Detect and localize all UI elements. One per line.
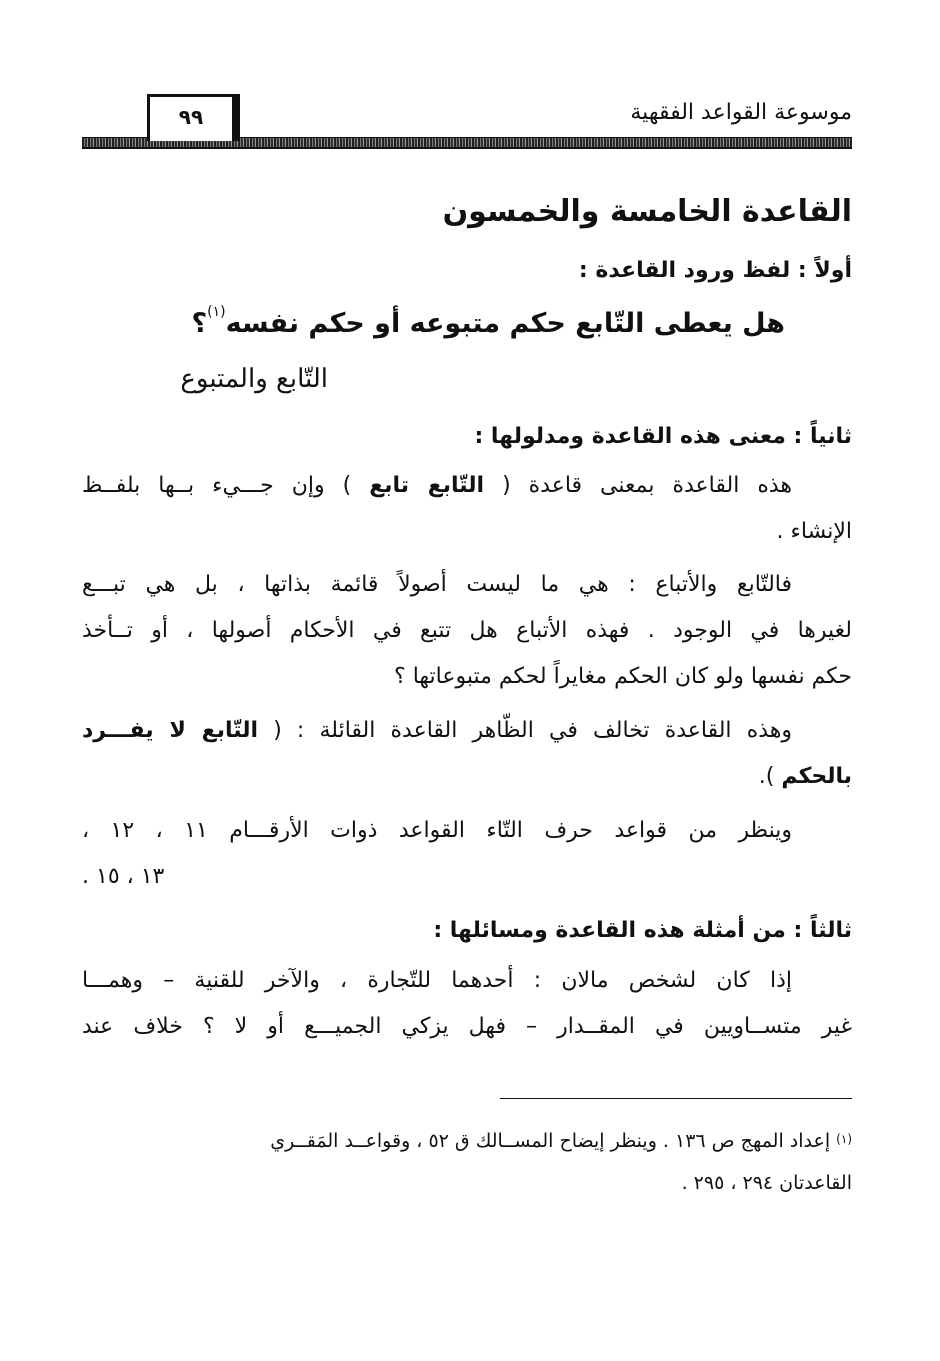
- page-number: ٩٩: [178, 105, 204, 129]
- text-run: هذه القاعدة بمعنى قاعدة (: [502, 473, 792, 498]
- bold-term: التّابع لا يفـــرد: [82, 718, 259, 743]
- footnote-reference: (١): [207, 304, 226, 320]
- paragraph-line: [82, 463, 852, 509]
- paragraph-line: ١٣ ، ١٥ .: [82, 864, 165, 889]
- footnote: [82, 1120, 852, 1204]
- paragraph-line: [82, 708, 852, 754]
- footnote-separator: [500, 1098, 852, 1099]
- section-3-paragraph-1: [82, 958, 852, 1050]
- rule-statement: [191, 304, 785, 339]
- paragraph-line: وينظر من قواعد حرف التّاء القواعد ذوات الأرقـــام ١١ ، ١٢ ،: [82, 818, 792, 843]
- paragraph-line: الإنشاء .: [776, 519, 852, 544]
- page-number-box: [147, 94, 235, 141]
- running-title: موسوعة القواعد الفقهية: [630, 100, 852, 125]
- paragraph-line: [82, 754, 852, 800]
- section-2-paragraph-1: [82, 463, 852, 555]
- rule-subtitle: التّابع والمتبوع: [180, 364, 328, 394]
- paragraph-line: حكم نفسها ولو كان الحكم مغايراً لحكم متبوعاتها ؟: [394, 664, 852, 689]
- text-run: ).: [758, 764, 775, 789]
- footnote-line: القاعدتان ٢٩٤ ، ٢٩٥ .: [681, 1172, 852, 1194]
- section-2-title: ثانياً : معنى هذه القاعدة ومدلولها :: [474, 424, 852, 449]
- rule-heading: القاعدة الخامسة والخمسون: [442, 194, 852, 229]
- section-2-paragraph-3: [82, 708, 852, 800]
- section-1-title: أولاً : لفظ ورود القاعدة :: [578, 258, 852, 283]
- paragraph-line: فالتّابع والأتباع : هي ما ليست أصولاً قائمة بذاتها ، بل هي تبـــع: [82, 572, 792, 597]
- rule-question-mark: ؟: [191, 308, 208, 339]
- paragraph-line: إذا كان لشخص مالان : أحدهما للتّجارة ، والآخر للقنية – وهمـــا: [82, 968, 792, 993]
- footnote-line: [82, 1120, 852, 1162]
- footnote-marker: (١): [836, 1132, 852, 1146]
- bold-term: بالحكم: [781, 764, 852, 789]
- paragraph-line: لغيرها في الوجود . فهذه الأتباع هل تتبع في الأحكام أصولها ، أو تــأخذ: [82, 618, 852, 643]
- text-run: ) وإن جـــيء بــها بلفــظ: [82, 473, 352, 498]
- paragraph-line: غير متســاويين في المقــدار – فهل يزكي الجميـــع أو لا ؟ خلاف عند: [82, 1014, 852, 1039]
- footnote-text: إعداد المهج ص ١٣٦ . وينظر إيضاح المســالك ق ٥٢ ، وقواعــد المَقــري: [270, 1130, 831, 1152]
- section-2-paragraph-2: [82, 562, 852, 700]
- section-3-title: ثالثاً : من أمثلة هذه القاعدة ومسائلها :: [433, 918, 852, 943]
- rule-statement-text: هل يعطى التّابع حكم متبوعه أو حكم نفسه: [225, 308, 785, 339]
- section-2-paragraph-4: [82, 808, 852, 900]
- text-run: وهذه القاعدة تخالف في الظّاهر القاعدة القائلة : (: [273, 718, 793, 743]
- bold-term: التّابع تابع: [369, 473, 485, 498]
